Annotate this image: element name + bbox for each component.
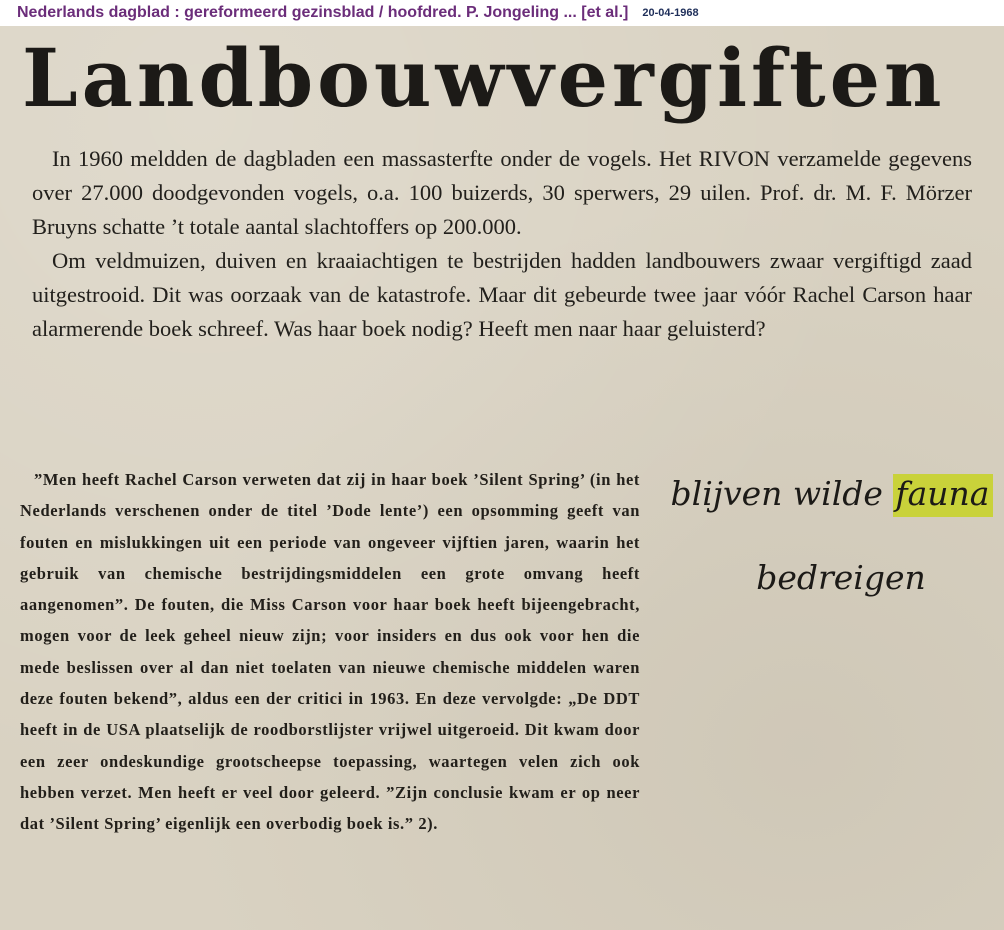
pull-quote-line (660, 466, 1004, 522)
newspaper-clipping (0, 26, 1004, 930)
body-paragraph: ”Men heeft Rachel Carson verweten dat zij in haar boek ’Silent Spring’ (in het Nederlands verschenen onder de titel ’Dode lente’) een opsomming geeft van fouten en mislukkingen uit een periode van ongeveer vijftien jaren, waarin het gebruik van chemische bestrijdingsmiddelen een grote omvang heeft aangenomen”. De fouten, die Miss Carson voor haar boek heeft bijeengebracht, mogen voor de leek geheel nieuw zijn; voor insiders en dus ook voor hen die mede beslissen over al dan niet toelaten van nieuwe chemische middelen waren deze fouten bekend”, aldus een der critici in 1963. En deze vervolgde: „De DDT heeft in de USA plaatselijk de roodborstlijster vrijwel uitgeroeid. Dit kwam door een zeer ondeskundige grootscheepse toepassing, waartegen velen zich ook hebben verzet. Men heeft er veel door geleerd. ”Zijn conclusie kwam er op neer dat ’Silent Spring’ eigenlijk een overbodig boek is.” 2). (20, 470, 640, 834)
article-intro (32, 142, 972, 346)
intro-paragraph: Om veldmuizen, duiven en kraaiachtigen te bestrijden hadden landbouwers zwaar vergiftigd zaad uitgestrooid. Dit was oorzaak van de katastrofe. Maar dit gebeurde twee jaar vóór Rachel Carson haar alarmerende boek schreef. Was haar boek nodig? Heeft men naar haar geluisterd? (32, 248, 972, 341)
pull-quote-text: blijven wilde (670, 474, 883, 513)
highlighted-search-term: fauna (893, 474, 993, 517)
document-header (0, 0, 1004, 26)
intro-paragraph: In 1960 meldden de dagbladen een massasterfte onder de vogels. Het RIVON verzamelde gegevens over 27.000 doodgevonden vogels, o.a. 100 buizerds, 30 sperwers, 29 uilen. Prof. dr. M. F. Mörzer Bruyns schatte ’t totale aantal slachtoffers op 200.000. (32, 146, 972, 239)
article-body-column (20, 464, 640, 840)
publication-date: 20-04-1968 (642, 7, 699, 19)
article-headline: Landbouwvergiften (22, 31, 946, 125)
newspaper-title: Nederlands dagblad : gereformeerd gezinsblad / hoofdred. P. Jongeling ... [et al.] (17, 4, 629, 21)
pull-quote (660, 466, 1004, 606)
pull-quote-line: bedreigen (756, 558, 926, 597)
